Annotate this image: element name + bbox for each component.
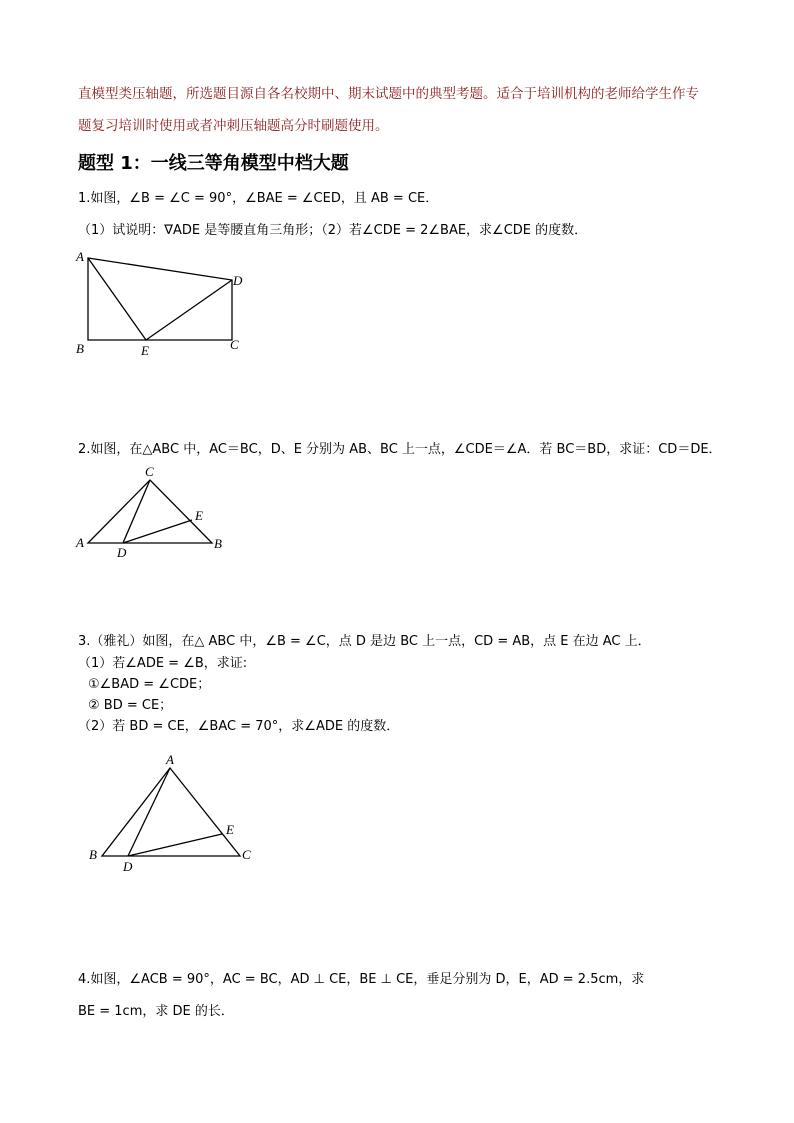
p3-segment-AD	[128, 768, 170, 856]
problem-3-sub-1: ①∠BAD = ∠CDE；	[88, 677, 211, 692]
p1-label-A: A	[76, 249, 84, 264]
problem-1-stem: 1.如图，∠B = ∠C = 90°，∠BAE = ∠CED，且 AB = CE．	[78, 191, 439, 206]
problem-4-line-2: BE = 1cm，求 DE 的长．	[78, 1004, 234, 1019]
p3-label-A: A	[166, 752, 174, 767]
intro-line-1: 直模型类压轴题，所选题目源自各名校期中、期末试题中的典型考题。适合于培训机构的老师给学生作专	[78, 86, 699, 102]
p2-label-C: C	[145, 464, 154, 479]
p3-label-B: B	[89, 847, 97, 862]
problem-3-sub-2: ② BD = CE；	[88, 698, 173, 713]
problem-3-part-2: （2）若 BD = CE，∠BAC = 70°，求∠ADE 的度数．	[78, 719, 400, 734]
p2-label-D: D	[117, 545, 127, 560]
p1-segments-AE-ED	[88, 258, 232, 340]
p3-triangle-ABC	[102, 768, 240, 856]
problem-3-figure	[80, 750, 265, 875]
problem-2-stem: 2.如图，在△ABC 中，AC＝BC，D、E 分别为 AB、BC 上一点，∠CDE＝∠A．若 BC＝BD，求证：CD＝DE．	[78, 442, 722, 457]
section-title: 题型 1：一线三等角模型中档大题	[78, 153, 349, 174]
problem-4-line-1: 4.如图，∠ACB = 90°，AC = BC，AD ⊥ CE，BE ⊥ CE，垂足分别为 D，E，AD = 2.5cm，求	[78, 972, 645, 987]
p2-segment-CD	[123, 480, 150, 543]
p1-outline	[88, 258, 232, 340]
problem-1-figure	[70, 248, 260, 363]
p1-label-B: B	[76, 341, 84, 356]
p3-segment-DE	[128, 834, 222, 856]
intro-line-2: 题复习培训时使用或者冲刺压轴题高分时刷题使用。	[78, 118, 389, 134]
p3-label-E: E	[226, 822, 234, 837]
p2-label-B: B	[214, 536, 222, 551]
p3-label-D: D	[123, 859, 133, 874]
p3-label-C: C	[242, 847, 251, 862]
problem-2-figure	[70, 460, 240, 560]
p1-label-E: E	[141, 343, 149, 358]
p2-label-A: A	[76, 535, 84, 550]
problem-1-parts: （1）试说明：∇ADE 是等腰直角三角形；（2）若∠CDE = 2∠BAE，求∠CDE 的度数．	[78, 223, 588, 238]
p2-label-E: E	[195, 508, 203, 523]
p2-segment-DE	[123, 520, 192, 543]
p1-label-C: C	[230, 337, 239, 352]
p1-label-D: D	[233, 273, 243, 288]
problem-3-stem: 3.（雅礼）如图，在△ ABC 中，∠B = ∠C，点 D 是边 BC 上一点，CD = AB，点 E 在边 AC 上．	[78, 634, 651, 649]
problem-3-part-1: （1）若∠ADE = ∠B，求证:	[78, 656, 248, 671]
